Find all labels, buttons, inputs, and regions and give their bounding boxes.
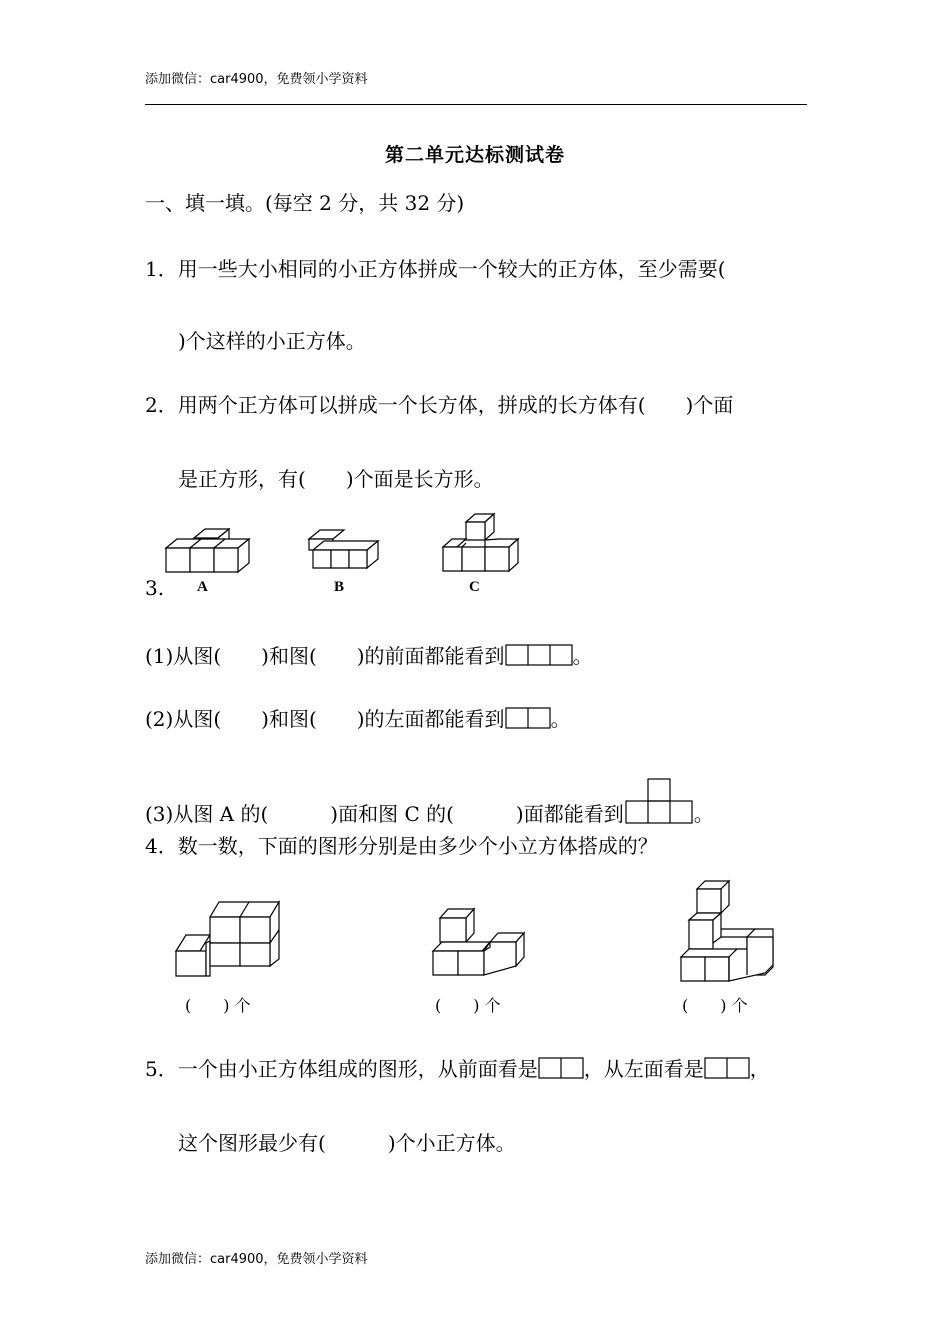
q1-line1: 1．用一些大小相同的小正方体拼成一个较大的正方体，至少需要( <box>145 257 726 281</box>
q5-line1: 5．一个由小正方体组成的图形，从前面看是 ，从左面看是 ， <box>145 1057 770 1081</box>
page-title: 第二单元达标测试卷 <box>384 144 565 166</box>
q1-line2: )个这样的小正方体。 <box>178 329 366 353</box>
figure-b-label: B <box>334 579 345 595</box>
figure-c-label: C <box>469 579 480 595</box>
q2-line1: 2．用两个正方体可以拼成一个长方体，拼成的长方体有( )个面 <box>145 393 734 417</box>
header-rule <box>145 104 807 105</box>
figure-b <box>303 522 388 567</box>
figure-a-label: A <box>197 579 208 595</box>
q5-line2: 这个图形最少有( )个小正方体。 <box>178 1131 516 1155</box>
q4-caption-1: ( ) 个 <box>185 996 251 1015</box>
q4-question: 4．数一数，下面的图形分别是由多少个小立方体搭成的？ <box>145 834 658 858</box>
q4-figure-3 <box>677 877 777 982</box>
figure-c <box>438 510 523 572</box>
q4-caption-3: ( ) 个 <box>682 996 748 1015</box>
page-footer: 添加微信：car4900，免费领小学资料 <box>145 1252 368 1267</box>
q3-sub3: (3)从图 A 的( )面和图 C 的( )面都能看到 。 <box>145 778 714 827</box>
three-squares-view-icon <box>505 644 573 666</box>
q3-sub2: (2)从图( )和图( )的左面都能看到 。 <box>145 707 571 731</box>
q2-line2: 是正方形，有( )个面是长方形。 <box>178 467 494 491</box>
figure-a <box>160 522 250 577</box>
section-heading: 一、填一填。(每空 2 分，共 32 分) <box>145 191 465 215</box>
q3-sub1: (1)从图( )和图( )的前面都能看到 。 <box>145 644 593 668</box>
q4-figure-2 <box>430 903 530 978</box>
q3-number: 3. <box>145 576 165 600</box>
left-view-two-squares-icon <box>704 1057 750 1079</box>
q4-figure-1 <box>172 897 282 979</box>
two-squares-view-icon <box>505 707 551 729</box>
front-view-two-squares-icon <box>538 1057 584 1079</box>
t-shape-view-icon <box>624 778 694 824</box>
page-header: 添加微信：car4900，免费领小学资料 <box>145 72 368 87</box>
q4-caption-2: ( ) 个 <box>435 996 501 1015</box>
